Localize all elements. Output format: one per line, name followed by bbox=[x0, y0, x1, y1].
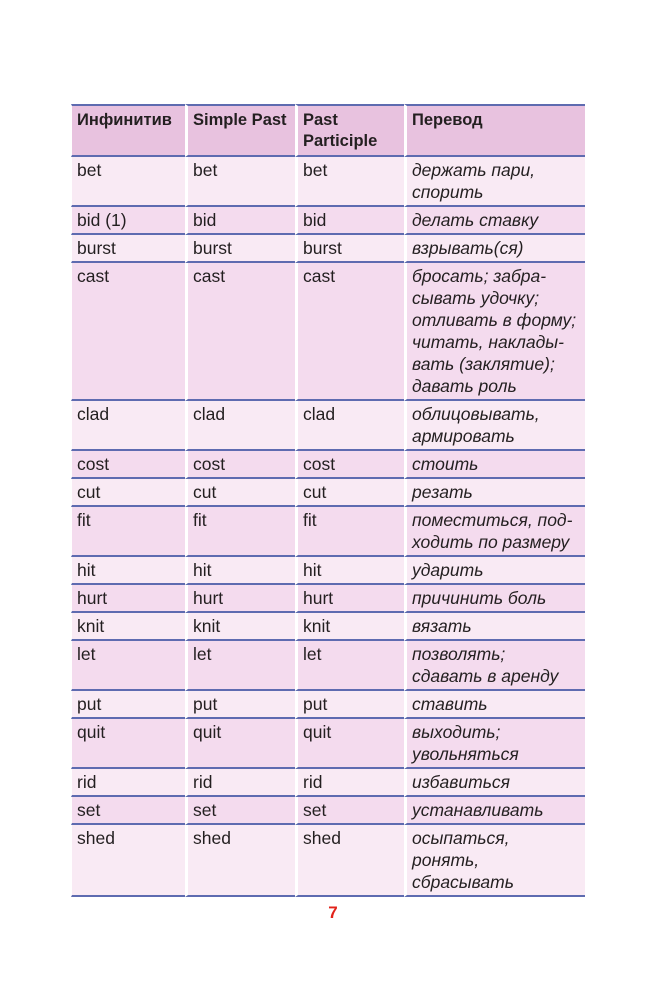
cell-translation: осыпаться, ронять, сбрасывать bbox=[404, 825, 585, 897]
cell-infinitive: cut bbox=[71, 479, 185, 507]
cell-simple-past: cast bbox=[185, 263, 295, 401]
cell-past-participle: bet bbox=[295, 157, 404, 207]
cell-infinitive: quit bbox=[71, 719, 185, 769]
cell-infinitive: fit bbox=[71, 507, 185, 557]
table-row bbox=[71, 235, 585, 263]
cell-simple-past: hit bbox=[185, 557, 295, 585]
cell-infinitive: let bbox=[71, 641, 185, 691]
cell-translation: ударить bbox=[404, 557, 585, 585]
cell-past-participle: rid bbox=[295, 769, 404, 797]
cell-past-participle: burst bbox=[295, 235, 404, 263]
header-infinitive: Инфинитив bbox=[71, 104, 185, 157]
cell-simple-past: burst bbox=[185, 235, 295, 263]
cell-past-participle: hit bbox=[295, 557, 404, 585]
header-simple-past: Simple Past bbox=[185, 104, 295, 157]
table-row bbox=[71, 451, 585, 479]
cell-infinitive: clad bbox=[71, 401, 185, 451]
cell-past-participle: quit bbox=[295, 719, 404, 769]
table-row bbox=[71, 207, 585, 235]
cell-simple-past: set bbox=[185, 797, 295, 825]
cell-simple-past: let bbox=[185, 641, 295, 691]
cell-infinitive: hit bbox=[71, 557, 185, 585]
header-translation: Перевод bbox=[404, 104, 585, 157]
cell-simple-past: cut bbox=[185, 479, 295, 507]
cell-past-participle: hurt bbox=[295, 585, 404, 613]
table-row bbox=[71, 719, 585, 769]
cell-translation: стоить bbox=[404, 451, 585, 479]
verb-table-container bbox=[71, 104, 585, 897]
table-row bbox=[71, 507, 585, 557]
cell-translation: выходить; увольняться bbox=[404, 719, 585, 769]
table-row bbox=[71, 557, 585, 585]
cell-past-participle: cost bbox=[295, 451, 404, 479]
cell-past-participle: bid bbox=[295, 207, 404, 235]
cell-translation: делать ставку bbox=[404, 207, 585, 235]
cell-translation: бросать; забра-сывать удочку; отливать в форму; читать, наклады-вать (заклятие); давать роль bbox=[404, 263, 585, 401]
table-row bbox=[71, 641, 585, 691]
cell-simple-past: hurt bbox=[185, 585, 295, 613]
cell-translation: причинить боль bbox=[404, 585, 585, 613]
table-header-row bbox=[71, 104, 585, 157]
table-row bbox=[71, 613, 585, 641]
cell-simple-past: shed bbox=[185, 825, 295, 897]
cell-past-participle: let bbox=[295, 641, 404, 691]
cell-simple-past: put bbox=[185, 691, 295, 719]
cell-simple-past: quit bbox=[185, 719, 295, 769]
cell-past-participle: knit bbox=[295, 613, 404, 641]
table-row bbox=[71, 401, 585, 451]
cell-infinitive: shed bbox=[71, 825, 185, 897]
header-past-participle: Past Participle bbox=[295, 104, 404, 157]
cell-infinitive: set bbox=[71, 797, 185, 825]
cell-simple-past: clad bbox=[185, 401, 295, 451]
table-row bbox=[71, 263, 585, 401]
table-body bbox=[71, 157, 585, 897]
cell-translation: избавиться bbox=[404, 769, 585, 797]
cell-infinitive: hurt bbox=[71, 585, 185, 613]
cell-past-participle: shed bbox=[295, 825, 404, 897]
cell-translation: ставить bbox=[404, 691, 585, 719]
cell-infinitive: knit bbox=[71, 613, 185, 641]
cell-translation: резать bbox=[404, 479, 585, 507]
irregular-verbs-table bbox=[71, 104, 585, 897]
cell-past-participle: clad bbox=[295, 401, 404, 451]
page-number: 7 bbox=[328, 903, 338, 922]
cell-infinitive: bet bbox=[71, 157, 185, 207]
cell-simple-past: bet bbox=[185, 157, 295, 207]
cell-translation: позволять; сдавать в аренду bbox=[404, 641, 585, 691]
cell-infinitive: rid bbox=[71, 769, 185, 797]
table-row bbox=[71, 157, 585, 207]
cell-simple-past: fit bbox=[185, 507, 295, 557]
cell-simple-past: rid bbox=[185, 769, 295, 797]
cell-simple-past: knit bbox=[185, 613, 295, 641]
table-row bbox=[71, 691, 585, 719]
cell-translation: держать пари, спорить bbox=[404, 157, 585, 207]
cell-past-participle: cast bbox=[295, 263, 404, 401]
cell-simple-past: cost bbox=[185, 451, 295, 479]
cell-infinitive: burst bbox=[71, 235, 185, 263]
cell-translation: облицовывать, армировать bbox=[404, 401, 585, 451]
cell-infinitive: put bbox=[71, 691, 185, 719]
table-row bbox=[71, 797, 585, 825]
cell-past-participle: cut bbox=[295, 479, 404, 507]
cell-simple-past: bid bbox=[185, 207, 295, 235]
cell-past-participle: fit bbox=[295, 507, 404, 557]
table-row bbox=[71, 585, 585, 613]
cell-infinitive: bid (1) bbox=[71, 207, 185, 235]
cell-infinitive: cast bbox=[71, 263, 185, 401]
table-row bbox=[71, 825, 585, 897]
table-row bbox=[71, 769, 585, 797]
cell-past-participle: set bbox=[295, 797, 404, 825]
cell-translation: поместиться, под-ходить по размеру bbox=[404, 507, 585, 557]
cell-past-participle: put bbox=[295, 691, 404, 719]
cell-translation: взрывать(ся) bbox=[404, 235, 585, 263]
table-row bbox=[71, 479, 585, 507]
cell-infinitive: cost bbox=[71, 451, 185, 479]
cell-translation: вязать bbox=[404, 613, 585, 641]
cell-translation: устанавливать bbox=[404, 797, 585, 825]
